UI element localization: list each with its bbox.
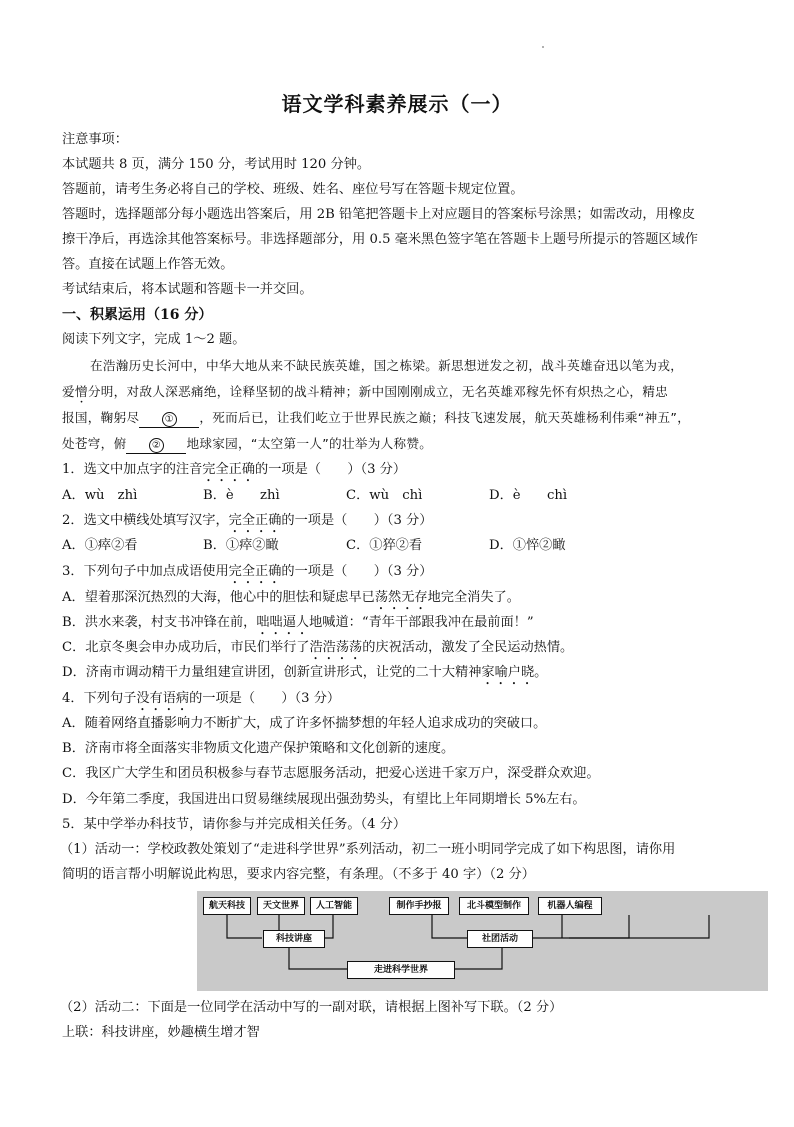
fill-blank-1: ① bbox=[139, 410, 199, 428]
fill-blank-2: ② bbox=[126, 436, 186, 454]
passage-line: 在浩瀚历史长河中，中华大地从来不缺民族英雄，国之栋梁。新思想迸发之初，战斗英雄奋迅以笔为戎， bbox=[90, 358, 684, 373]
map-node: 人工智能 bbox=[310, 897, 358, 915]
concept-map-diagram bbox=[197, 891, 768, 991]
q2-option-d: D．①悴②瞰 bbox=[489, 538, 566, 553]
map-node: 航天科技 bbox=[203, 897, 251, 915]
passage-line: 报国，鞠躬尽 ① ，死而后已，让我们屹立于世界民族之巅；科技飞速发展，航天英雄杨利伟乘“神五”， bbox=[62, 408, 690, 428]
notes-line: 答题前，请考生务必将自己的学校、班级、姓名、座位号写在答题卡规定位置。 bbox=[62, 182, 524, 197]
map-node: 北斗模型制作 bbox=[459, 897, 529, 915]
notes-line: 本试题共 8 页，满分 150 分，考试用时 120 分钟。 bbox=[62, 157, 371, 172]
map-root: 走进科学世界 bbox=[347, 961, 455, 979]
map-node: 机器人编程 bbox=[538, 897, 602, 915]
emphasis-text: 完全正确 bbox=[202, 462, 256, 477]
map-hub: 社团活动 bbox=[467, 930, 533, 948]
q1-option-d: D．è chì bbox=[489, 488, 568, 503]
dotted-idiom: 家喻户晓 bbox=[481, 665, 535, 680]
q2-option-a: A．①瘁②看 bbox=[62, 538, 138, 553]
q3-option-b: B．洪水来袭，村支书冲锋在前，咄咄逼人地喊道：“青年干部跟我冲在最前面！” bbox=[62, 615, 534, 630]
q4-option-d: D．今年第二季度，我国进出口贸易继续展现出强劲势头，有望比上年同期增长 5%左右。 bbox=[62, 792, 586, 807]
q3-option-a: A．望着那深沉热烈的大海，他心中的胆怯和疑虑早已荡然无存地完全消失了。 bbox=[62, 590, 520, 605]
map-node: 天文世界 bbox=[257, 897, 305, 915]
dotted-idiom: 荡然无存 bbox=[374, 590, 428, 605]
q4-option-b: B．济南市将全面落实非物质文化遗产保护策略和文化创新的速度。 bbox=[62, 741, 455, 756]
emphasis-text: 完全正确 bbox=[228, 564, 282, 579]
q4-option-c: C．我区广大学生和团员积极参与春节志愿服务活动，把爱心送进千家万户，深受群众欢迎。 bbox=[62, 766, 600, 781]
q1-option-b: B．è zhì bbox=[203, 488, 280, 503]
q1-option-c: C．wù chì bbox=[346, 488, 423, 503]
activity-1-line: 简明的语言帮小明解说此构思，要求内容完整，有条理。（不多于 40 字）（2 分） bbox=[62, 867, 535, 882]
activity-2-line: （2）活动二：下面是一位同学在活动中写的一副对联，请根据上图补写下联。（2 分） bbox=[60, 1000, 563, 1015]
dotted-idiom: 浩浩荡荡 bbox=[309, 640, 363, 655]
q4-option-a: A．随着网络直播影响力不断扩大，成了许多怀揣梦想的年轻人追求成功的突破口。 bbox=[62, 716, 547, 731]
emphasis-text: 完全正确 bbox=[228, 513, 282, 528]
question-5-stem: 5．某中学举办科技节，请你参与并完成相关任务。（4 分） bbox=[62, 817, 407, 832]
question-3-stem: 3．下列句子中加点成语使用完全正确的一项是（ ）（3 分） bbox=[62, 564, 433, 579]
emphasis-text: 没有语病 bbox=[136, 691, 190, 706]
q1-option-a: A．wù zhì bbox=[62, 488, 138, 503]
couplet-line: 上联：科技讲座，妙趣横生增才智 bbox=[62, 1025, 260, 1040]
section-instruction: 阅读下列文字，完成 1～2 题。 bbox=[62, 332, 246, 347]
question-1-stem: 1．选文中加点字的注音完全正确的一项是（ ）（3 分） bbox=[62, 462, 407, 477]
activity-1-line: （1）活动一：学校政教处策划了“走进科学世界”系列活动，初二一班小明同学完成了如下构思图，请你用 bbox=[60, 842, 676, 857]
dotted-char: 憎 bbox=[74, 384, 88, 399]
notes-heading: 注意事项： bbox=[62, 132, 128, 147]
map-hub: 科技讲座 bbox=[263, 930, 325, 948]
passage-line: 爱憎分明，对敌人深恶痛绝，诠释坚韧的战斗精神；新中国刚刚成立，无名英雄邓稼先怀有炽热之心，精忠 bbox=[62, 384, 669, 399]
q3-option-d: D．济南市调动精干力量组建宣讲团，创新宣讲形式，让党的二十大精神家喻户晓。 bbox=[62, 665, 548, 680]
notes-line: 答题时，选择题部分每小题选出答案后，用 2B 铅笔把答题卡上对应题目的答案标号涂黑；如需改动，用橡皮 bbox=[62, 207, 696, 222]
passage-line: 处苍穹，俯 ② 地球家园，“太空第一人”的壮举为人称赞。 bbox=[62, 434, 432, 454]
page-title: 语文学科素养展示（一） bbox=[281, 92, 513, 116]
question-4-stem: 4．下列句子没有语病的一项是（ ）（3 分） bbox=[62, 691, 341, 706]
scan-speck bbox=[542, 46, 544, 48]
section-heading: 一、积累运用（16 分） bbox=[62, 307, 213, 323]
q2-option-b: B．①瘁②瞰 bbox=[203, 538, 279, 553]
map-node: 制作手抄报 bbox=[389, 897, 449, 915]
notes-line: 擦干净后，再选涂其他答案标号。非选择题部分，用 0.5 毫米黑色签字笔在答题卡上题号所提示的答题区域作 bbox=[62, 232, 698, 247]
dotted-idiom: 咄咄逼人 bbox=[256, 615, 310, 630]
question-2-stem: 2．选文中横线处填写汉字，完全正确的一项是（ ）（3 分） bbox=[62, 513, 433, 528]
q2-option-c: C．①猝②看 bbox=[346, 538, 423, 553]
q3-option-c: C．北京冬奥会申办成功后，市民们举行了浩浩荡荡的庆祝活动，激发了全民运动热情。 bbox=[62, 640, 574, 655]
notes-line: 答。直接在试题上作答无效。 bbox=[62, 257, 234, 272]
notes-line: 考试结束后，将本试题和答题卡一并交回。 bbox=[62, 282, 313, 297]
